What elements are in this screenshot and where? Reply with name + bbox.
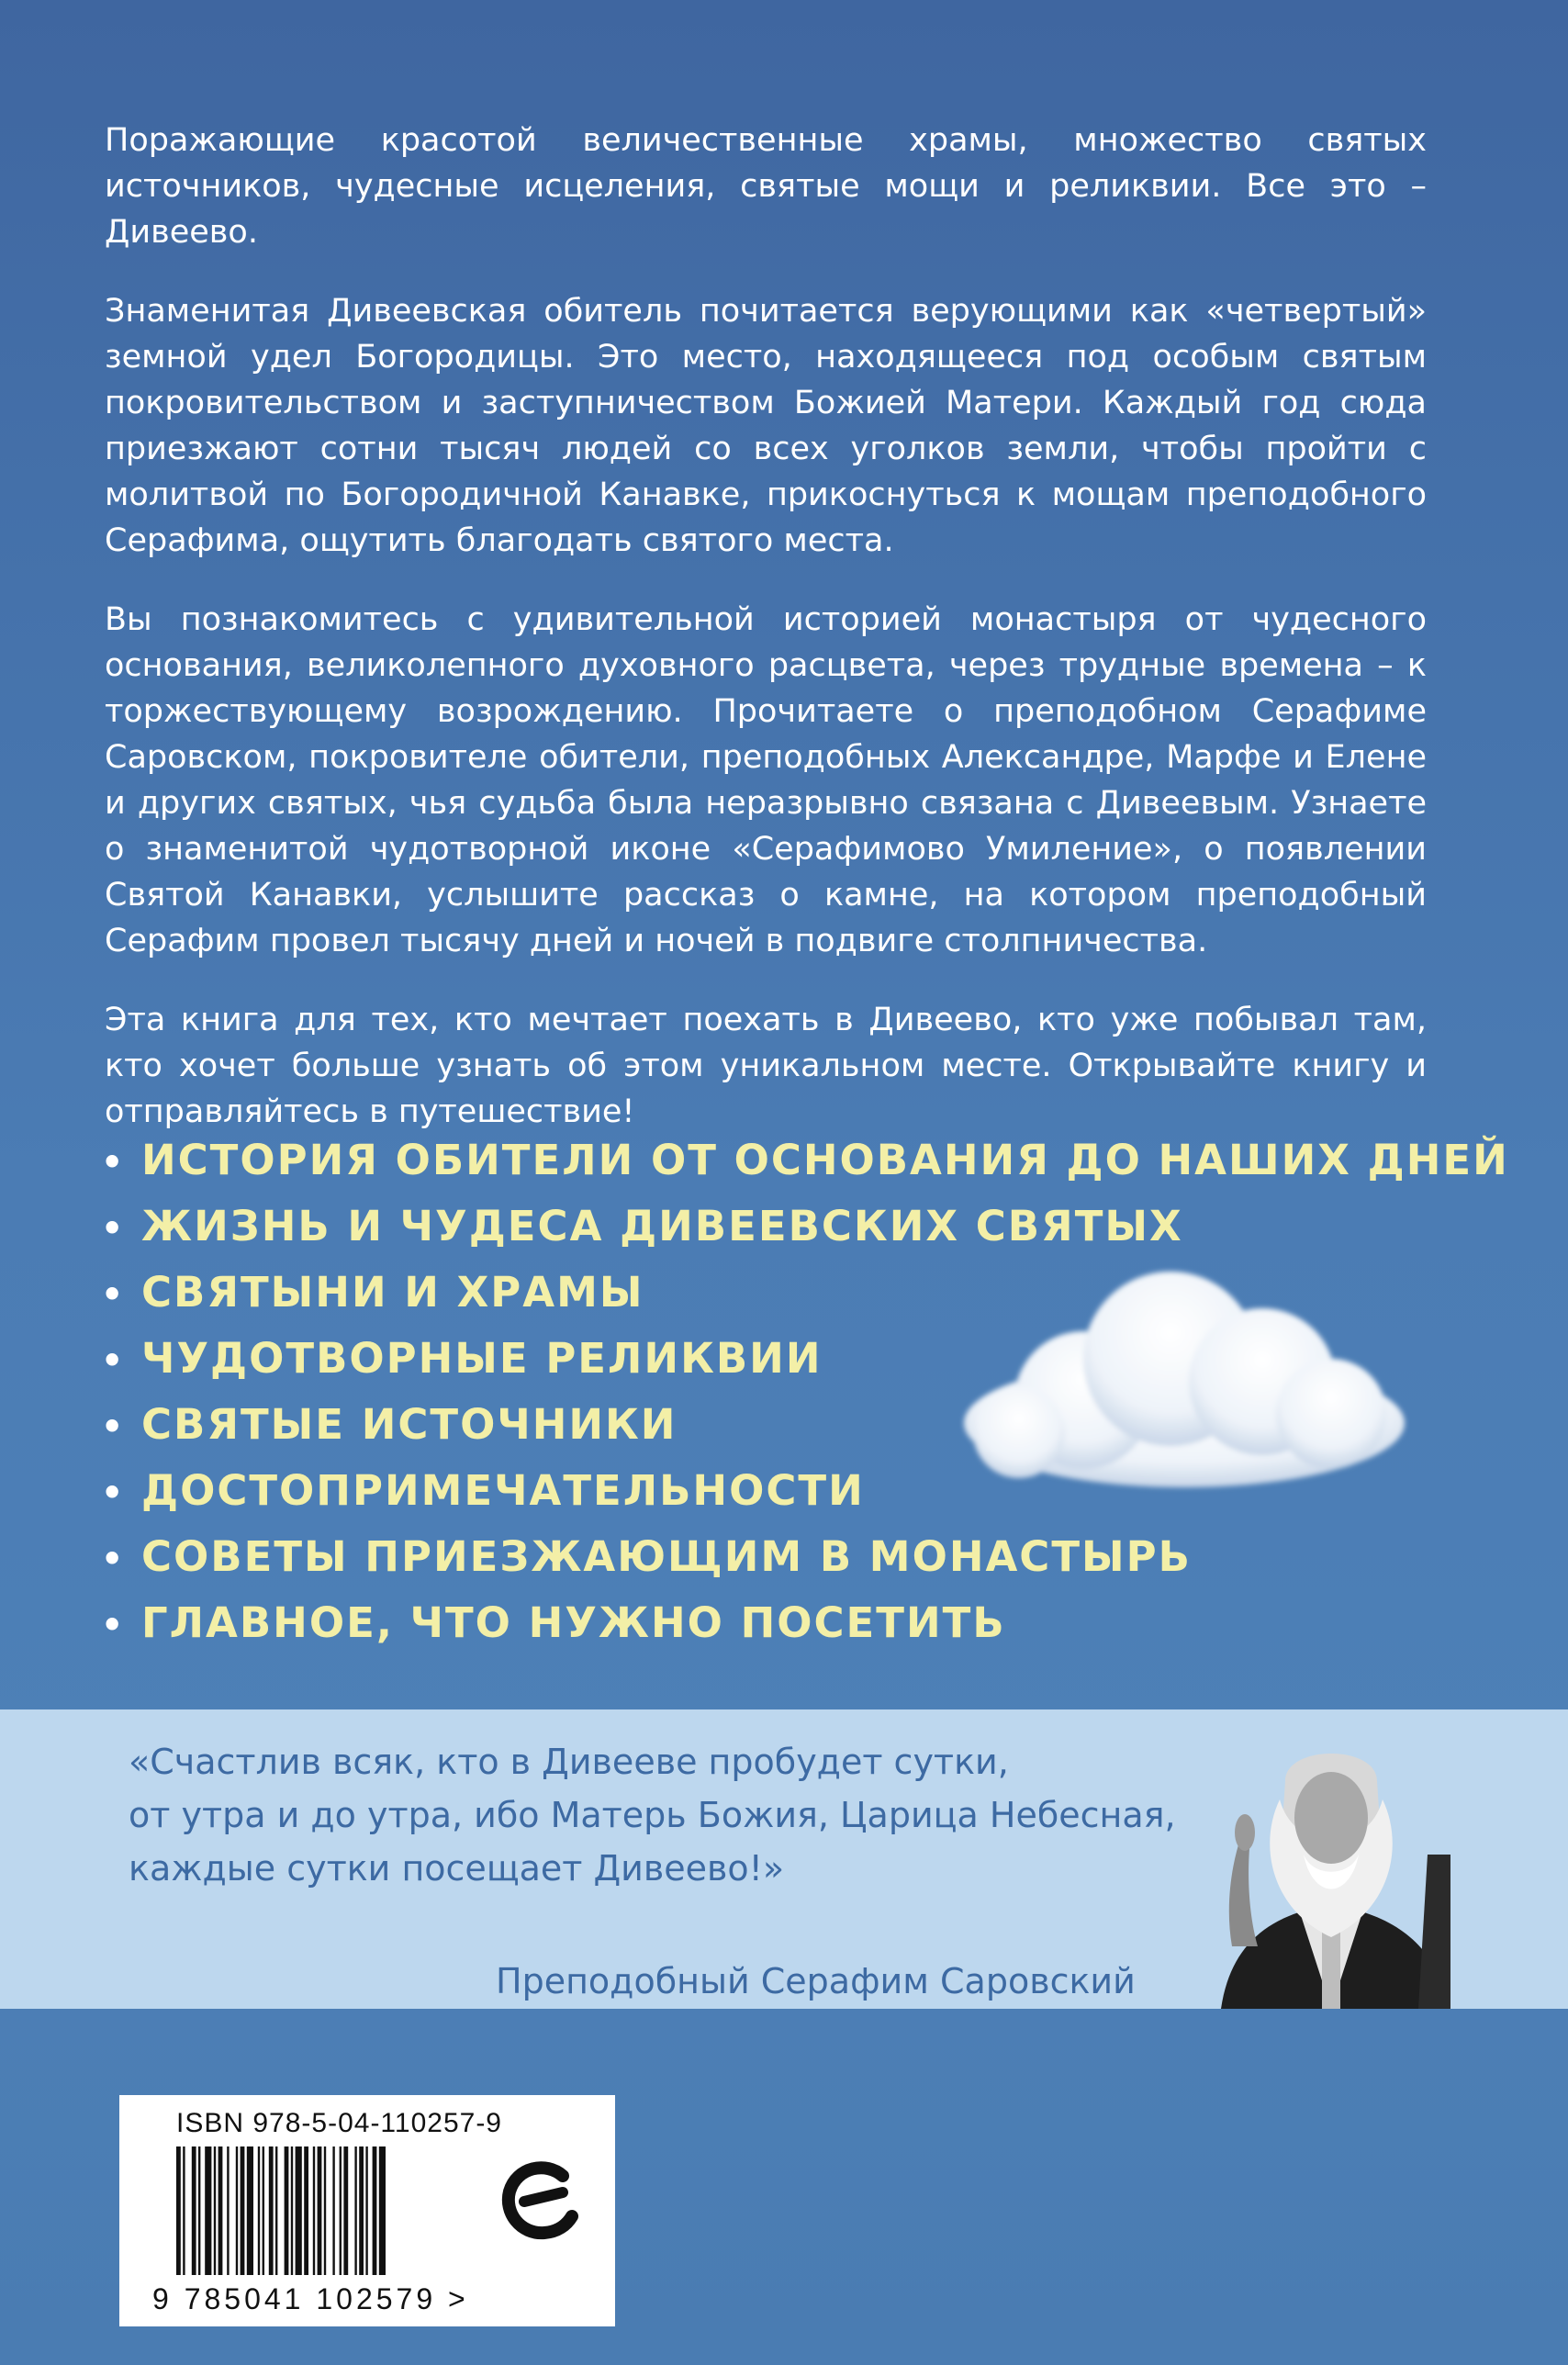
barcode-bar (241, 2146, 245, 2275)
barcode-bar (263, 2146, 264, 2275)
paragraph-history: Вы познакомитесь с удивительной историей монастыря от чудесного основания, великолепного духовного расцвета, через трудные времена – к торжествующему возрождению. Прочитаете о преподобном Серафиме Саровском, покровителе обители, преподобных Александре, Марфе и Елене и других святых, чья судьба была неразрывно связана с Дивеевым. Узнаете о знаменитой чудотворной иконе «Серафимово Умиление», о появлении Святой Канавки, услышите рассказ о камне, на котором преподобный Серафим провел тысячу дней и ночей в подвиге столпничества. (105, 601, 1427, 959)
paragraph-monastery: Знаменитая Дивеевская обитель почитается верующими как «четвертый» земной удел Богородицы. Это место, находящееся под особым святым покровительством и заступничеством Божией Матери. Каждый год сюда приезжают сотни тысяч людей со всех уголков земли, чтобы пройти с молитвой по Богородичной Канавке, прикоснуться к мощам преподобного Серафима, ощутить благодать святого места. (105, 293, 1427, 559)
barcode-bar (296, 2146, 302, 2275)
quote (129, 1735, 1276, 2001)
barcode-bar (275, 2146, 277, 2275)
barcode-bar (324, 2146, 326, 2275)
barcode-bar (359, 2146, 364, 2275)
bullet-icon: • (101, 1605, 126, 1645)
barcode-bar (373, 2146, 377, 2275)
cloud-icon (946, 1249, 1423, 1524)
barcode-bar (291, 2146, 293, 2275)
barcode-bar (258, 2146, 260, 2275)
barcode-bar (313, 2146, 315, 2275)
list-item: • СВЯТЫЕ ИСТОЧНИКИ (101, 1392, 1478, 1458)
bullet-icon: • (101, 1208, 126, 1249)
bullet-icon: • (101, 1407, 126, 1447)
list-item: • СОВЕТЫ ПРИЕЗЖАЮЩИМ В МОНАСТЫРЬ (101, 1524, 1478, 1590)
quote-line: каждые сутки посещает Дивеево!» (129, 1848, 785, 1889)
bullet-icon: • (101, 1539, 126, 1579)
list-item: • ДОСТОПРИМЕЧАТЕЛЬНОСТИ (101, 1458, 1478, 1524)
publisher-logo-icon (491, 2150, 592, 2251)
barcode-bar (176, 2146, 181, 2275)
barcode-bar (379, 2146, 386, 2275)
barcode-bar (227, 2146, 229, 2275)
barcode-bar (218, 2146, 223, 2275)
list-item: • ИСТОРИЯ ОБИТЕЛИ ОТ ОСНОВАНИЯ ДО НАШИХ ДНЕЙ (101, 1127, 1478, 1194)
barcode-bar (198, 2146, 200, 2275)
barcode-bar (340, 2146, 342, 2275)
bullet-icon: • (101, 1473, 126, 1513)
isbn-label: ISBN 978-5-04-110257-9 (176, 2108, 502, 2138)
paragraph-audience: Эта книга для тех, кто мечтает поехать в Дивеево, кто уже побывал там, кто хочет больше узнать об этом уникальном месте. Открывайте книгу и отправляйтесь в путешествие! (105, 1002, 1427, 1130)
barcode-bar (318, 2146, 322, 2275)
description-text (105, 118, 1427, 1168)
barcode-bar (365, 2146, 367, 2275)
barcode-icon (176, 2146, 461, 2275)
bullet-icon: • (101, 1142, 126, 1182)
list-item: • ЧУДОТВОРНЫЕ РЕЛИКВИИ (101, 1326, 1478, 1392)
list-item: • СВЯТЫНИ И ХРАМЫ (101, 1260, 1478, 1326)
barcode-bar (304, 2146, 308, 2275)
barcode-bar (285, 2146, 289, 2275)
quote-line: «Счастлив всяк, кто в Дивееве пробудет сутки, (129, 1742, 1009, 1782)
barcode-bar (354, 2146, 356, 2275)
barcode-number: 9 785041 102579 > (152, 2282, 469, 2315)
barcode-bar (236, 2146, 238, 2275)
paragraph-intro: Поражающие красотой величественные храмы, множество святых источников, чудесные исцеления, святые мощи и реликвии. Все это – Дивеево. (105, 122, 1427, 251)
saint-portrait-icon (1184, 1717, 1478, 2009)
barcode-bar (183, 2146, 185, 2275)
list-item: • ЖИЗНЬ И ЧУДЕСА ДИВЕЕВСКИХ СВЯТЫХ (101, 1194, 1478, 1260)
barcode-bar (269, 2146, 274, 2275)
quote-band (0, 1709, 1568, 2009)
barcode-bar (205, 2146, 211, 2275)
barcode-bar (343, 2146, 348, 2275)
quote-line: от утра и до утра, ибо Матерь Божия, Царица Небесная, (129, 1795, 1176, 1835)
bullet-icon: • (101, 1340, 126, 1381)
barcode-bar (192, 2146, 196, 2275)
barcode-bar (247, 2146, 253, 2275)
isbn-block (119, 2095, 615, 2326)
bullet-icon: • (101, 1274, 126, 1315)
list-item: • ГЛАВНОЕ, ЧТО НУЖНО ПОСЕТИТЬ (101, 1590, 1478, 1656)
barcode-bar (214, 2146, 216, 2275)
barcode-bar (332, 2146, 334, 2275)
quote-author: Преподобный Серафим Саровский (496, 1961, 1136, 2001)
